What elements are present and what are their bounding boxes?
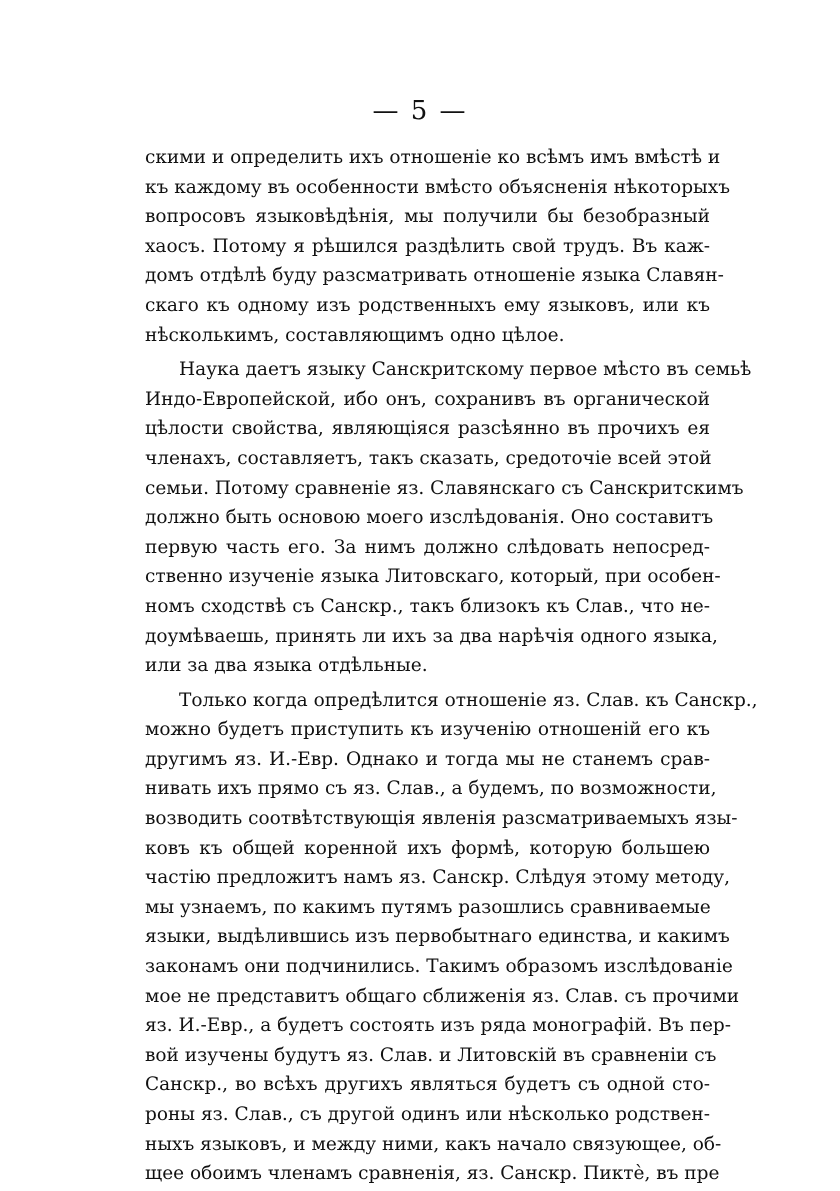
text-line: законамъ они подчинились. Такимъ образомъ изслѣдованіе [145, 956, 733, 978]
text-line: ковъ къ общей коренной ихъ формѣ, которую большею [145, 837, 710, 859]
text-line: къ каждому въ особенности вмѣсто объясненія нѣкоторыхъ [145, 176, 730, 198]
text-line: роны яз. Слав., съ другой одинъ или нѣсколько родствен- [145, 1104, 710, 1125]
text-line: языки, выдѣлившись изъ первобытнаго единства, и какимъ [145, 926, 730, 948]
text-line: вопросовъ языковѣдѣнія, мы получили бы безобразный [145, 206, 710, 228]
text-line: ныхъ языковъ, и между ними, какъ начало связующее, об- [145, 1133, 722, 1155]
text-line: другимъ яз. И.-Евр. Однако и тогда мы не станемъ срав- [145, 748, 710, 770]
text-line: цѣлости свойства, являющіяся разсѣянно въ прочихъ ея [145, 418, 710, 440]
text-line: домъ отдѣлѣ буду разсматривать отношеніе языка Славян- [145, 265, 724, 287]
text-line: должно быть основою моего изслѣдованія. Оно составитъ [145, 507, 714, 529]
text-line: Только когда опредѣлится отношеніе яз. Слав. къ Санскр., [179, 689, 758, 711]
text-line: первую часть его. За нимъ должно слѣдовать непосред- [145, 536, 710, 558]
paragraph-1 [145, 143, 730, 350]
text-line: можно будетъ приступить къ изученію отношеній его къ [145, 719, 710, 741]
page-number: — 5 — [372, 96, 468, 126]
text-line: нивать ихъ прямо съ яз. Слав., а будемъ, по возможности, [145, 778, 717, 800]
body-text [145, 143, 758, 1189]
text-line: хаосъ. Потому я рѣшился раздѣлить свой трудъ. Въ каж- [145, 235, 710, 257]
paragraph-2 [145, 355, 752, 681]
paragraph-3 [145, 686, 758, 1189]
text-line: щее обоимъ членамъ сравненія, яз. Санскр. Пиктѐ, въ пре [145, 1163, 720, 1185]
text-line: скаго къ одному изъ родственныхъ ему языковъ, или къ [145, 294, 710, 316]
text-line: возводить соотвѣтствующія явленія разсматриваемыхъ язы- [145, 808, 738, 830]
text-line: или за два языка отдѣльные. [145, 655, 428, 677]
text-line: семьи. Потому сравненіе яз. Славянскаго съ Санскритскимъ [145, 477, 744, 499]
text-line: скими и определить ихъ отношеніе ко всѣмъ имъ вмѣстѣ и [145, 147, 721, 168]
text-line: ственно изученіе языка Литовскаго, который, при особен- [145, 566, 721, 588]
text-line: яз. И.-Евр., а будетъ состоять изъ ряда монографій. Въ пер- [145, 1015, 731, 1037]
text-line: Наука даетъ языку Санскритскому первое мѣсто въ семьѣ [179, 359, 752, 381]
text-line: членахъ, составляетъ, такъ сказать, средоточіе всей этой [145, 447, 712, 469]
text-line: номъ сходствѣ съ Санскр., такъ близокъ къ Слав., что не- [145, 595, 710, 617]
text-line: мое не представитъ общаго сближенія яз. Слав. съ прочими [145, 985, 740, 1007]
text-line: Санскр., во всѣхъ другихъ являться будетъ съ одной сто- [145, 1074, 710, 1096]
text-line: вой изучены будутъ яз. Слав. и Литовскій въ сравненіи съ [145, 1044, 717, 1066]
text-line: частію предложитъ намъ яз. Санскр. Слѣдуя этому методу, [145, 867, 731, 889]
text-line: доумѣваешь, принять ли ихъ за два нарѣчія одного языка, [145, 625, 718, 647]
text-line: Индо-Европейской, ибо онъ, сохранивъ въ органической [145, 388, 710, 410]
text-line: мы узнаемъ, по какимъ путямъ разошлись сравниваемые [145, 896, 711, 918]
text-line: нѣсколькимъ, составляющимъ одно цѣлое. [145, 324, 565, 346]
